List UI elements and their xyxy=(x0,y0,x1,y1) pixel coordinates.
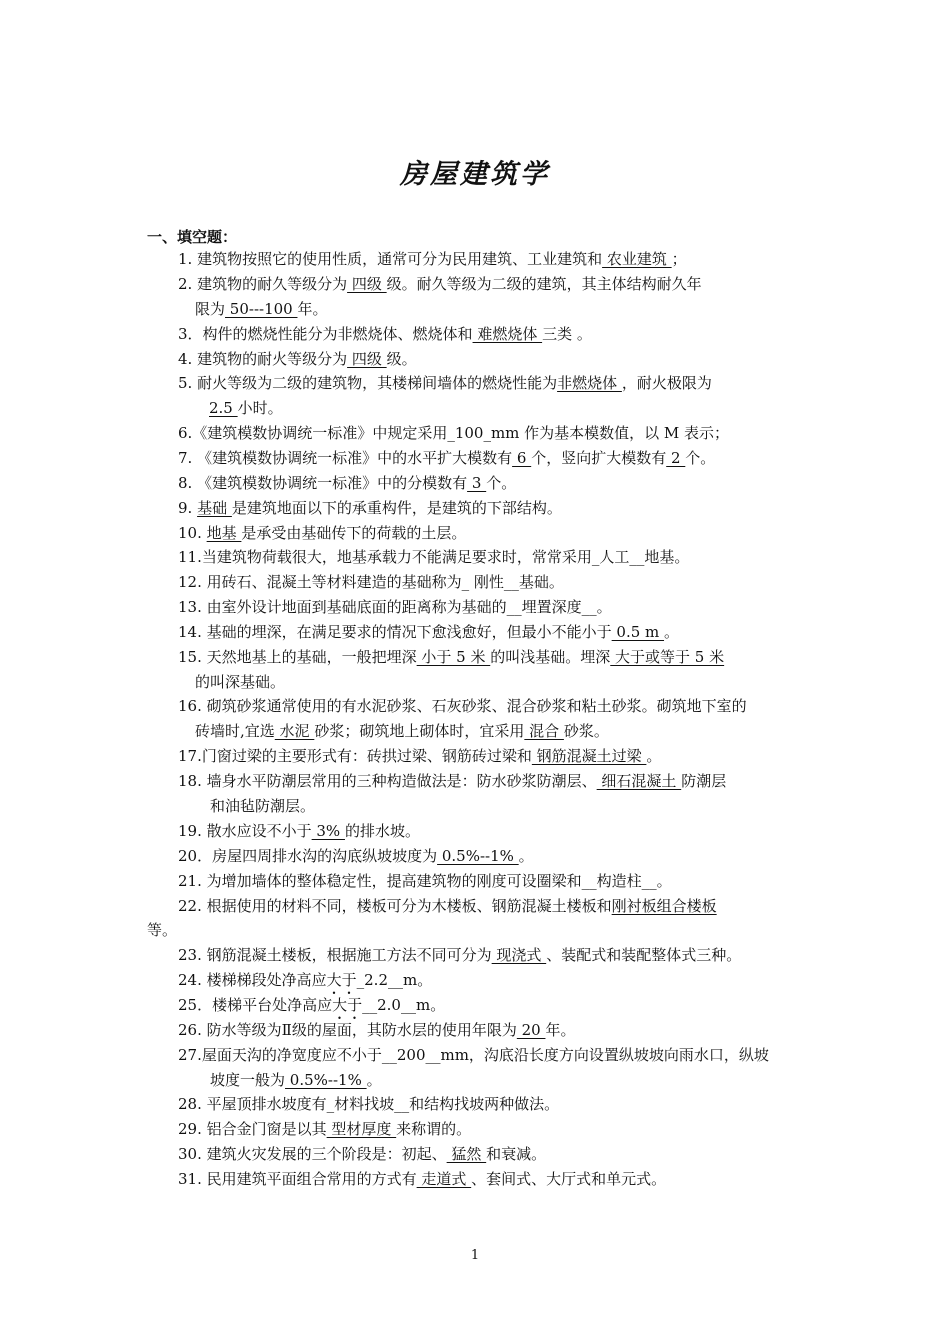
question-line xyxy=(178,896,717,916)
answer-blank: 小于 5 米 xyxy=(416,648,491,666)
question-text: 3．构件的燃烧性能分为非燃烧体、燃烧体和 xyxy=(178,325,473,343)
question-text: 限为 xyxy=(195,300,226,318)
question-line xyxy=(178,1020,575,1040)
answer-blank: 型材厚度 xyxy=(326,1120,397,1138)
question-text: ，耐火极限为 xyxy=(621,374,712,392)
page-title: 房屋建筑学 xyxy=(400,159,550,190)
question-line xyxy=(147,920,177,940)
question-text: 个。 xyxy=(685,449,716,467)
question-text: 、套间式、大厅式和单元式。 xyxy=(471,1170,667,1188)
question-text: 和衰减。 xyxy=(486,1145,547,1163)
section-heading: 一、填空题： xyxy=(147,228,238,246)
answer-blank: 50---100 xyxy=(225,300,298,318)
question-line xyxy=(178,498,562,518)
question-text: 。 xyxy=(646,747,662,765)
question-text: 个。 xyxy=(486,474,517,492)
question-line xyxy=(178,324,592,344)
question-text: ； xyxy=(671,250,687,268)
question-line xyxy=(195,672,285,692)
question-text: 小时。 xyxy=(237,399,283,417)
question-line xyxy=(178,1094,559,1114)
question-text: 8. 《建筑模数协调统一标准》中的分模数有 xyxy=(178,474,468,492)
answer-blank: 基础 xyxy=(197,499,232,517)
question-text: 级。 xyxy=(386,350,417,368)
question-text: __2.0__m。 xyxy=(362,996,446,1014)
question-text: 31. 民用建筑平面组合常用的方式有 xyxy=(178,1170,417,1188)
answer-blank: 2 xyxy=(666,449,686,467)
question-line xyxy=(178,821,420,841)
question-text: 18. 墙身水平防潮层常用的三种构造做法是：防水砂浆防潮层、 xyxy=(178,772,597,790)
question-text: 13. 由室外设计地面到基础底面的距离称为基础的__埋置深度__。 xyxy=(178,598,612,616)
question-line xyxy=(178,597,612,617)
question-text: 20．房屋四周排水沟的沟底纵坡坡度为 xyxy=(178,847,438,865)
answer-blank: 四级 xyxy=(347,275,387,293)
question-text: 。 xyxy=(366,1071,382,1089)
question-text: _2.2__m。 xyxy=(356,971,433,989)
question-text: 14. 基础的埋深，在满足要求的情况下愈浅愈好，但最小不能小于 xyxy=(178,623,612,641)
question-line xyxy=(178,274,702,294)
answer-blank: 混合 xyxy=(524,722,564,740)
answer-blank: 走道式 xyxy=(416,1170,472,1188)
question-text: 等。 xyxy=(147,921,178,939)
answer-blank: 3 xyxy=(467,474,487,492)
answer-blank: 水泥 xyxy=(274,722,315,740)
question-text: 的叫深基础。 xyxy=(195,673,286,691)
question-text: 。 xyxy=(664,623,680,641)
question-line xyxy=(178,746,661,766)
question-text: 三类 。 xyxy=(542,325,592,343)
answer-blank: 地基 xyxy=(206,524,242,542)
question-text: 22. 根据使用的材料不同，楼板可分为木楼板、钢筋混凝土楼板和 xyxy=(178,897,612,915)
answer-blank: 刚衬板组合楼板 xyxy=(611,897,717,915)
question-text: 砂浆；砌筑地上砌体时，宜采用 xyxy=(314,722,525,740)
question-line xyxy=(178,696,747,716)
question-text: 1. 建筑物按照它的使用性质，通常可分为民用建筑、工业建筑和 xyxy=(178,250,603,268)
question-text: 年。 xyxy=(545,1021,576,1039)
question-line xyxy=(178,1045,769,1065)
question-text: 23. 钢筋混凝土楼板，根据施工方法不同可分为 xyxy=(178,946,492,964)
answer-blank: 6 xyxy=(512,449,532,467)
question-text: 29. 铝合金门窗是以其 xyxy=(178,1120,327,1138)
question-line xyxy=(178,871,672,891)
question-text: 28. 平屋顶排水坡度有_材料找坡__和结构找坡两种做法。 xyxy=(178,1095,560,1113)
question-text: 25．楼梯平台处净高应 xyxy=(178,996,333,1014)
question-text: 是建筑地面以下的承重构件，是建筑的下部结构。 xyxy=(231,499,562,517)
question-text: 24. 楼梯梯段处净高应 xyxy=(178,971,327,989)
answer-blank: 0.5%--1% xyxy=(437,847,519,865)
question-line xyxy=(178,846,534,866)
question-line xyxy=(178,523,466,543)
question-text: 11.当建筑物荷载很大，地基承载力不能满足要求时，常常采用_人工__地基。 xyxy=(178,548,690,566)
answer-blank: 非燃烧体 xyxy=(557,374,622,392)
question-line xyxy=(178,547,689,567)
question-line xyxy=(178,373,712,393)
question-line xyxy=(178,1119,471,1139)
answer-blank: 细石混凝土 xyxy=(596,772,682,790)
question-text: 19. 散水应设不小于 xyxy=(178,822,312,840)
question-text: 27.屋面天沟的净宽度应不小于__200__mm，沟底沿长度方向设置纵坡坡向雨水口，纵坡 xyxy=(178,1046,769,1064)
question-line xyxy=(195,721,609,741)
question-text: 6.《建筑模数协调统一标准》中规定采用_100_mm 作为基本模数值，以 M 表示； xyxy=(178,424,730,442)
answer-blank: 农业建筑 xyxy=(602,250,672,268)
question-text: 防潮层 xyxy=(681,772,727,790)
question-line xyxy=(178,945,741,965)
question-line xyxy=(178,1169,666,1189)
question-line xyxy=(210,1070,382,1090)
page-number: 1 xyxy=(470,1248,480,1263)
question-line xyxy=(178,995,445,1023)
question-text: 2. 建筑物的耐久等级分为 xyxy=(178,275,348,293)
question-text: 7. 《建筑模数协调统一标准》中的水平扩大模数有 xyxy=(178,449,513,467)
question-text: 。 xyxy=(518,847,534,865)
answer-blank: 大于或等于 5 米 xyxy=(610,648,725,666)
question-text: 30. 建筑火灾发展的三个阶段是：初起、 xyxy=(178,1145,447,1163)
question-line xyxy=(210,796,315,816)
emphasis-text: 大于 xyxy=(326,971,357,989)
question-line xyxy=(195,299,328,319)
question-text: 的排水坡。 xyxy=(344,822,420,840)
question-text: 来称谓的。 xyxy=(396,1120,472,1138)
question-text: 26. 防水等级为Ⅱ级的屋面，其防水层的使用年限为 xyxy=(178,1021,517,1039)
answer-blank: 钢筋混凝土过梁 xyxy=(531,747,647,765)
question-text: 4. 建筑物的耐火等级分为 xyxy=(178,350,348,368)
question-line xyxy=(178,448,715,468)
emphasis-text: 大于 xyxy=(332,996,363,1014)
question-text: 坡度一般为 xyxy=(210,1071,286,1089)
answer-blank: 猛然 xyxy=(446,1145,487,1163)
question-text: 砖墙时,宜选 xyxy=(195,722,275,740)
question-line xyxy=(178,970,432,998)
question-line xyxy=(178,622,679,642)
answer-blank: 3% xyxy=(311,822,345,840)
answer-blank: 现浇式 xyxy=(491,946,547,964)
question-text: 砂浆。 xyxy=(563,722,609,740)
answer-blank: 难燃烧体 xyxy=(472,325,543,343)
question-text: 5. 耐火等级为二级的建筑物，其楼梯间墙体的燃烧性能为 xyxy=(178,374,558,392)
question-text: 级。耐久等级为二级的建筑，其主体结构耐久年 xyxy=(386,275,702,293)
question-line xyxy=(178,1144,546,1164)
question-text: 年。 xyxy=(297,300,328,318)
question-text: 15. 天然地基上的基础，一般把埋深 xyxy=(178,648,417,666)
question-line xyxy=(178,572,564,592)
question-text: 10. xyxy=(178,524,207,542)
answer-blank: 0.5%--1% xyxy=(285,1071,367,1089)
answer-blank: 20 xyxy=(516,1021,546,1039)
question-line xyxy=(178,249,687,269)
question-line xyxy=(178,647,724,667)
question-line xyxy=(178,473,516,493)
question-line xyxy=(178,349,417,369)
answer-blank: 0.5 m xyxy=(611,623,665,641)
question-text: 是承受由基础传下的荷载的土层。 xyxy=(241,524,467,542)
question-text: 和油毡防潮层。 xyxy=(210,797,316,815)
question-text: 个，竖向扩大模数有 xyxy=(531,449,667,467)
question-text: 16. 砌筑砂浆通常使用的有水泥砂浆、石灰砂浆、混合砂浆和粘土砂浆。砌筑地下室的 xyxy=(178,697,747,715)
question-text: 9. xyxy=(178,499,198,517)
question-line xyxy=(209,398,283,418)
question-text: 17.门窗过梁的主要形式有：砖拱过梁、钢筋砖过梁和 xyxy=(178,747,532,765)
question-line xyxy=(178,771,726,791)
question-line xyxy=(178,423,729,443)
answer-blank: 四级 xyxy=(347,350,387,368)
question-text: 、装配式和装配整体式三种。 xyxy=(546,946,742,964)
answer-blank: 2.5 xyxy=(209,399,238,417)
question-text: 12. 用砖石、混凝土等材料建造的基础称为_ 刚性__基础。 xyxy=(178,573,564,591)
question-text: 的叫浅基础。埋深 xyxy=(490,648,611,666)
question-text: 21. 为增加墙体的整体稳定性，提高建筑物的刚度可设圈梁和__构造柱__。 xyxy=(178,872,672,890)
